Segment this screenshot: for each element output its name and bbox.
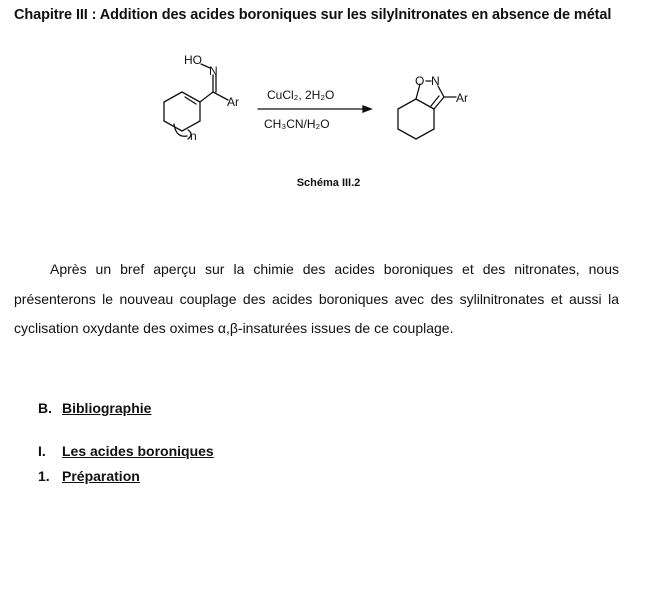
section-heading-acides-boroniques [38, 443, 214, 459]
hydroxyl-label: HO [184, 53, 202, 67]
product-nitrogen-label: N [431, 74, 440, 88]
section-heading-bibliographie [38, 400, 151, 416]
aryl-bond [213, 92, 228, 100]
body-paragraph [14, 255, 619, 344]
reactant-ring [164, 92, 200, 131]
chapter-title: Chapitre III : Addition des acides boroniques sur les silylnitronates en absence de métal [14, 7, 612, 23]
section-marker: I. [38, 443, 46, 459]
ring-index-label: n [190, 129, 197, 143]
reaction-scheme [150, 48, 490, 158]
product-oxygen-label: O [415, 74, 425, 88]
section-label: Préparation [62, 468, 140, 484]
solvent-label: CH₃CN/H₂O [264, 117, 330, 131]
reagent-label: CuCl₂, 2H₂O [267, 88, 335, 102]
section-marker: B. [38, 400, 52, 416]
product-aryl-label: Ar [456, 91, 468, 105]
nitrogen-label: N [209, 64, 218, 78]
product-ring [398, 99, 434, 139]
section-marker: 1. [38, 468, 50, 484]
section-label: Bibliographie [62, 400, 152, 416]
reaction-scheme-drawing [150, 48, 490, 158]
section-label: Les acides boroniques [62, 443, 214, 459]
scheme-caption: Schéma III.2 [296, 177, 361, 189]
aryl-label: Ar [227, 95, 239, 109]
oxime-bond [200, 92, 213, 102]
arrow-head [363, 106, 371, 112]
paragraph-text: Après un bref aperçu sur la chimie des acides boroniques et des nitronates, nous présenterons le nouveau couplage des acides boroniques avec des sylilnitronates et aussi la cyclisation oxydante des oximes α,β-insaturées issues de ce couplage. [14, 261, 619, 336]
section-heading-preparation [38, 468, 140, 484]
